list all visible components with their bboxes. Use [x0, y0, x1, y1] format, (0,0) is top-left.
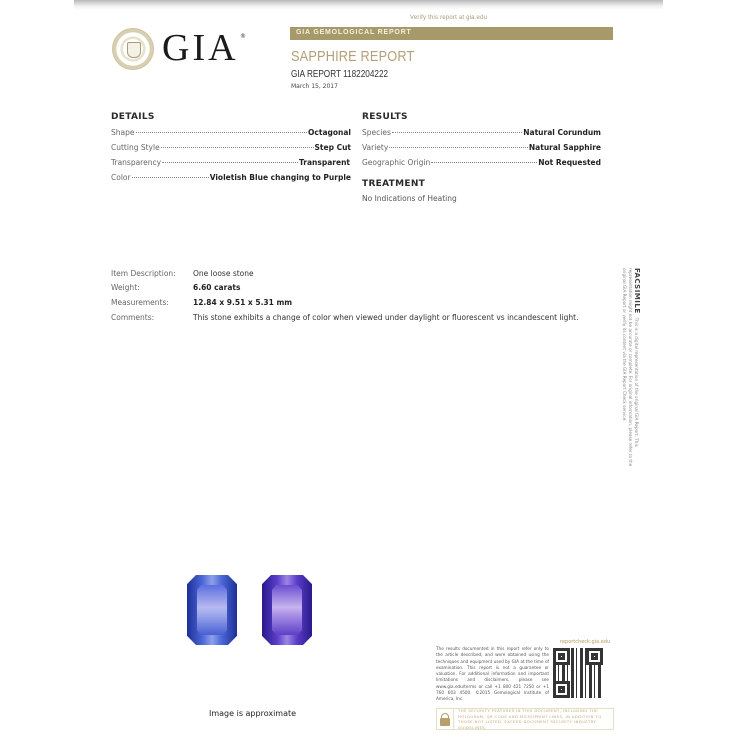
details-heading: DETAILS [111, 112, 155, 122]
info-label: Item Description: [111, 269, 176, 278]
lock-icon [437, 709, 454, 729]
qr-code-icon[interactable] [553, 648, 603, 698]
detail-value: Transparent [299, 158, 350, 167]
facsimile-text: This is a digital representation of the original GIA Report. This representation might not be accurate or complete. For original information, please refer to the original GIA Report or verify its content via the GIA Report Check service. [622, 268, 639, 467]
gem-table-facet [272, 585, 302, 635]
detail-label: Transparency [111, 158, 162, 167]
facsimile-label: FACSIMILE [633, 268, 641, 314]
gem-table-facet [197, 585, 227, 635]
gem-image-daylight [187, 575, 237, 645]
report-page [74, 0, 663, 737]
details-row-shape [111, 128, 351, 140]
results-row-species [362, 128, 601, 140]
results-row-variety [362, 143, 601, 155]
details-row-color [111, 173, 351, 185]
verify-text: Verify this report at gia.edu [410, 15, 488, 21]
details-row-cutting-style [111, 143, 351, 155]
qr-finder [586, 648, 603, 665]
facsimile-notice [614, 268, 640, 478]
detail-value: Octagonal [308, 128, 351, 137]
info-row-comments [111, 313, 579, 322]
treatment-value: No Indications of Heating [362, 194, 457, 203]
detail-value: Violetish Blue changing to Purple [209, 173, 351, 182]
info-value: This stone exhibits a change of color when viewed under daylight or fluorescent vs incandescent light. [193, 313, 579, 322]
registered-mark: ® [240, 33, 246, 40]
gia-logo [112, 27, 252, 73]
gem-image-incandescent [262, 575, 312, 645]
report-date: March 15, 2017 [291, 83, 338, 90]
detail-label: Cutting Style [111, 143, 160, 152]
detail-value: Step Cut [314, 143, 351, 152]
info-value: One loose stone [193, 269, 254, 278]
leader-dots [389, 147, 528, 148]
detail-label: Color [111, 173, 131, 182]
leader-dots [161, 147, 314, 148]
security-text: THE SECURITY FEATURES IN THIS DOCUMENT, INCLUDING THE HOLOGRAM, QR CODE AND MICROPRINT LINES, IN ADDITION TO THOSE NOT LISTED, EXCEED DOCUMENT SECURITY INDUSTRY GUIDELINES. [458, 708, 602, 730]
gia-wordmark: GIA [162, 27, 239, 69]
info-row-weight [111, 283, 240, 292]
treatment-heading: TREATMENT [362, 179, 426, 189]
shield-icon [127, 42, 141, 58]
result-label: Geographic Origin [362, 158, 431, 167]
result-value: Natural Sapphire [528, 143, 601, 152]
report-number: GIA REPORT 1182204222 [291, 69, 389, 80]
details-row-transparency [111, 158, 350, 170]
result-value: Not Requested [538, 158, 601, 167]
leader-dots [136, 132, 308, 133]
info-row-item-description [111, 269, 254, 278]
info-row-measurements [111, 298, 292, 307]
disclaimer-text: The results documented in this report refer only to the article described, and were obtained using the techniques and equipment used by GIA at the time of examination. This report is not a guarantee or valuation. For additional information and important limitations and disclaimers, please see www.gia.edu/terms or call +1 800 421 7250 or +1 760 603 4500. ©2015 Gemological Institute of America, Inc. [436, 646, 549, 702]
leader-dots [162, 162, 298, 163]
info-value: 6.60 carats [193, 283, 241, 292]
leader-dots [431, 162, 537, 163]
result-label: Variety [362, 143, 389, 152]
gia-seal-icon [112, 28, 154, 70]
results-heading: RESULTS [362, 112, 408, 122]
security-notice [436, 708, 614, 730]
detail-label: Shape [111, 128, 135, 137]
result-label: Species [362, 128, 391, 137]
info-label: Weight: [111, 283, 140, 292]
leader-dots [392, 132, 522, 133]
info-label: Measurements: [111, 298, 169, 307]
result-value: Natural Corundum [523, 128, 601, 137]
leader-dots [132, 177, 209, 178]
image-caption: Image is approximate [209, 709, 297, 718]
lock-body [440, 718, 450, 726]
info-label: Comments: [111, 313, 155, 322]
report-title: SAPPHIRE REPORT [291, 48, 415, 65]
results-row-geographic-origin [362, 158, 601, 170]
report-type-label: GIA GEMOLOGICAL REPORT [296, 29, 412, 36]
verify-url-link[interactable]: reportcheck.gia.edu [560, 639, 611, 645]
info-value: 12.84 x 9.51 x 5.31 mm [193, 298, 293, 307]
report-type-bar [290, 27, 613, 40]
